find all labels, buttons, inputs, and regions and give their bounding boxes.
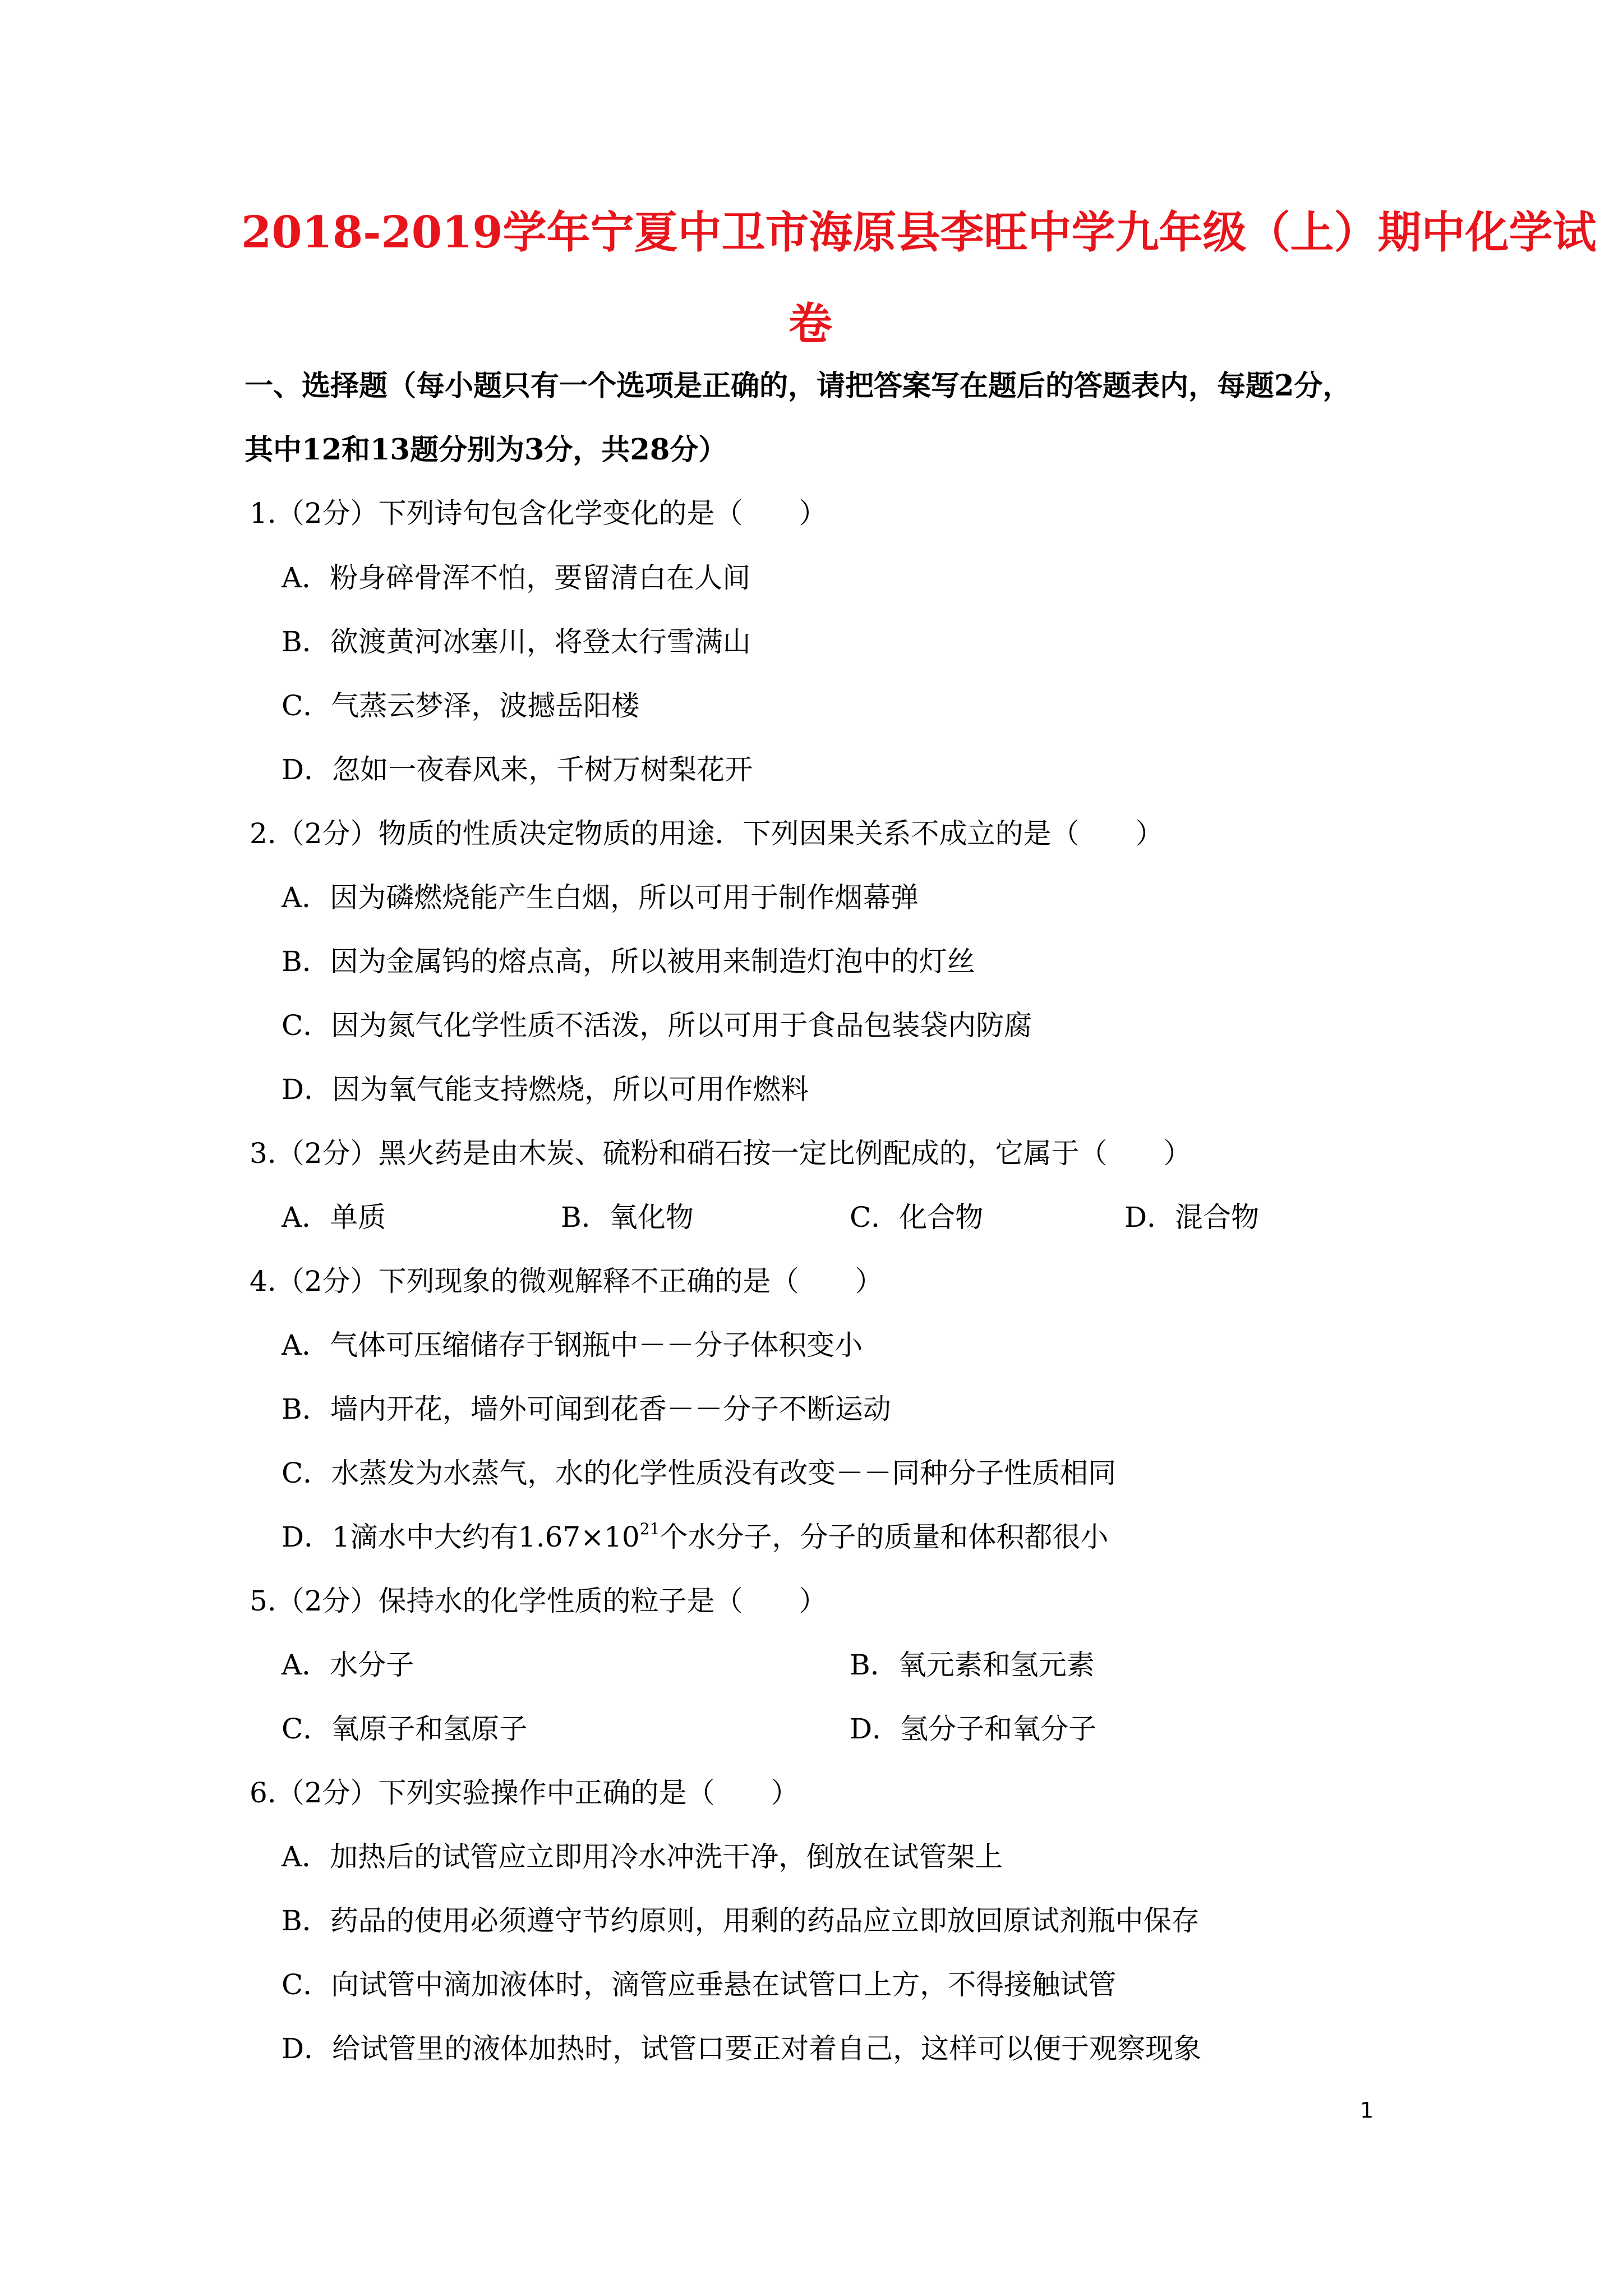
question-4-option-b: B．墙内开花，墙外可闻到花香－－分子不断运动 [282,1393,891,1425]
question-5-option-d: D．氢分子和氧分子 [850,1713,1097,1745]
question-6-option-b: B．药品的使用必须遵守节约原则，用剩的药品应立即放回原试剂瓶中保存 [282,1904,1200,1937]
question-5-option-b: B．氧元素和氢元素 [850,1649,1095,1681]
question-2-stem: 2.（2分）物质的性质决定物质的用途．下列因果关系不成立的是（ ） [250,817,1164,850]
question-1-option-b: B．欲渡黄河冰塞川，将登太行雪满山 [282,625,751,658]
question-1-option-a: A．粉身碎骨浑不怕，要留清白在人间 [282,562,751,594]
question-2-option-d: D．因为氧气能支持燃烧，所以可用作燃料 [282,1073,809,1106]
question-6-option-a: A．加热后的试管应立即用冷水冲洗干净，倒放在试管架上 [282,1841,1003,1873]
question-4-stem: 4.（2分）下列现象的微观解释不正确的是（ ） [250,1265,883,1297]
question-3-option-d: D．混合物 [1124,1201,1260,1234]
question-5-option-c: C．氧原子和氢原子 [282,1713,528,1745]
question-6-stem: 6.（2分）下列实验操作中正确的是（ ） [250,1777,799,1809]
question-3-option-a: A．单质 [282,1201,386,1234]
question-1-option-c: C．气蒸云梦泽，波撼岳阳楼 [282,689,640,722]
question-5-option-a: A．水分子 [282,1649,414,1681]
question-5-stem: 5.（2分）保持水的化学性质的粒子是（ ） [250,1585,827,1617]
question-4-option-d [282,1520,1108,1554]
question-3-option-c: C．化合物 [850,1201,984,1234]
question-3-stem: 3.（2分）黑火药是由木炭、硫粉和硝石按一定比例配成的，它属于（ ） [250,1137,1192,1170]
question-4-option-d-after: 个水分子，分子的质量和体积都很小 [660,1521,1109,1553]
question-2-option-c: C．因为氮气化学性质不活泼，所以可用于食品包装袋内防腐 [282,1009,1032,1042]
question-4-option-d-before: D．1滴水中大约有1.67×10 [282,1521,640,1553]
section-heading-line-1: 一、选择题（每小题只有一个选项是正确的，请把答案写在题后的答题表内，每题2分， [245,369,1352,403]
question-2-option-a: A．因为磷燃烧能产生白烟，所以可用于制作烟幕弹 [282,881,919,914]
section-heading-line-2: 其中12和13题分别为3分，共28分） [245,433,727,467]
question-1-stem: 1.（2分）下列诗句包含化学变化的是（ ） [250,497,827,530]
question-1-option-d: D．忽如一夜春风来，千树万树梨花开 [282,753,753,786]
question-6-option-d: D．给试管里的液体加热时，试管口要正对着自己，这样可以便于观察现象 [282,2032,1202,2065]
exam-title-line-2: 卷 [788,298,832,349]
question-3-option-b: B．氧化物 [561,1201,694,1234]
question-4-option-d-exponent: 21 [639,1520,660,1538]
question-6-option-c: C．向试管中滴加液体时，滴管应垂悬在试管口上方，不得接触试管 [282,1968,1117,2001]
question-4-option-c: C．水蒸发为水蒸气，水的化学性质没有改变－－同种分子性质相同 [282,1457,1117,1489]
page-number: 1 [1360,2098,1374,2123]
exam-title-line-1: 2018-2019学年宁夏中卫市海原县李旺中学九年级（上）期中化学试 [241,207,1597,258]
question-4-option-a: A．气体可压缩储存于钢瓶中－－分子体积变小 [282,1329,863,1361]
question-2-option-b: B．因为金属钨的熔点高，所以被用来制造灯泡中的灯丝 [282,945,975,978]
